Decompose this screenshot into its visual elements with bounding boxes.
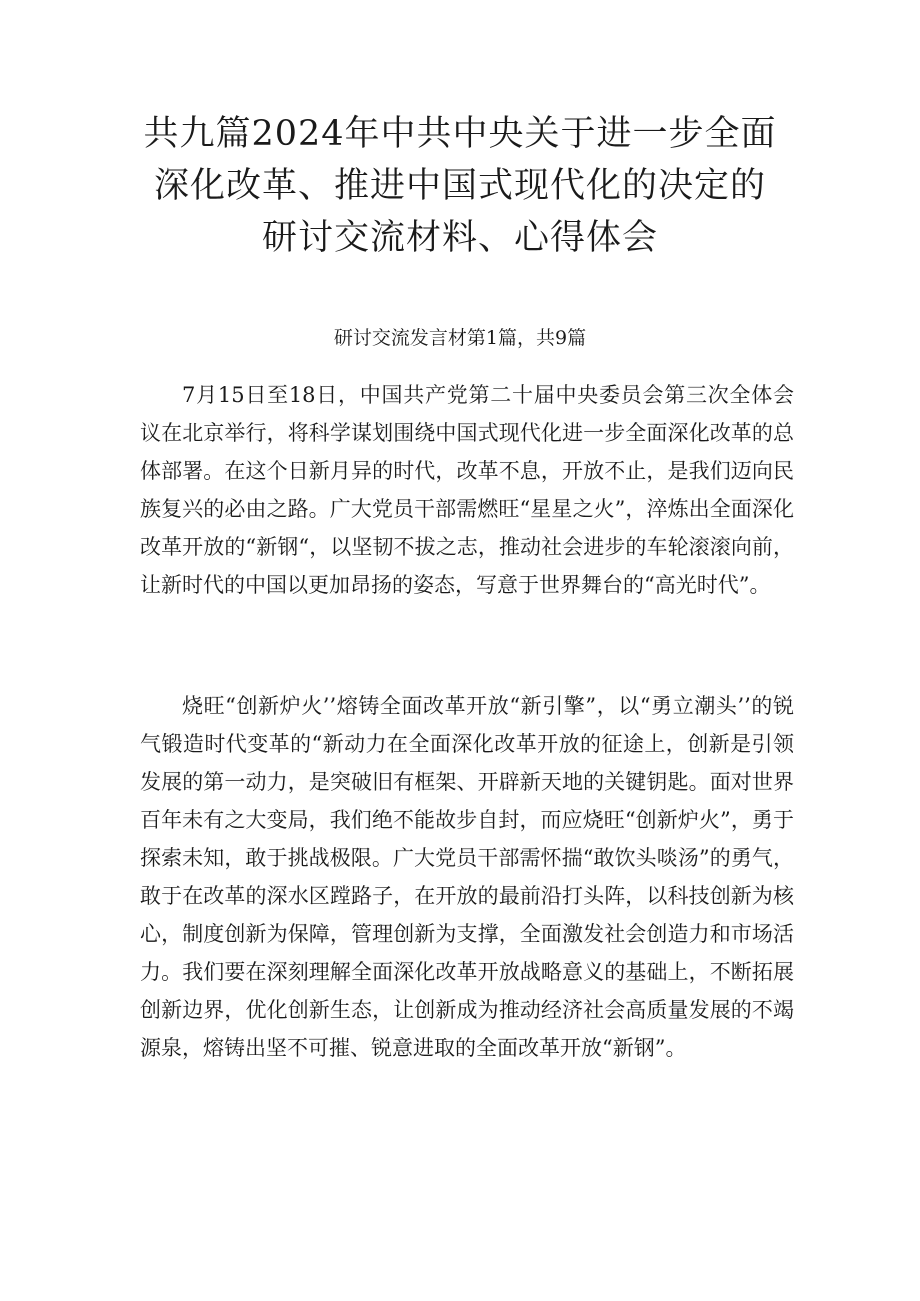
document-title: 共九篇2024年中共中央关于进一步全面深化改革、推进中国式现代化的决定的研讨交流材料、心得体会 — [143, 114, 777, 258]
body-paragraph: 烧旺“创新炉火’’熔铸全面改革开放“新引擎”，以“勇立潮头’’的锐气锻造时代变革的“新动力在全面深化改革开放的征途上，创新是引领发展的第一动力，是突破旧有框架、开辟新天地的关键钥匙。面对世界百年未有之大变局，我们绝不能故步自封，而应烧旺“创新炉火”，勇于探索未知，敢于挑战极限。广大党员干部需怀揣“敢饮头啖汤”的勇气，敢于在改革的深水区蹚路子，在开放的最前沿打头阵，以科技创新为核心，制度创新为保障，管理创新为支撑，全面激发社会创造力和市场活力。我们要在深刻理解全面深化改革开放战略意义的基础上，不断拓展创新边界，优化创新生态，让创新成为推动经济社会高质量发展的不竭源泉，熔铸出坚不可摧、锐意进取的全面改革开放“新钢”。 — [140, 694, 794, 1060]
body-paragraph: 7月15日至18日，中国共产党第二十届中央委员会第三次全体会议在北京举行，将科学谋划围绕中国式现代化进一步全面深化改革的总体部署。在这个日新月异的时代，改革不息，开放不止，是我们迈向民族复兴的必由之路。广大党员干部需燃旺“星星之火”，淬炼出全面深化改革开放的“新钢“，以坚韧不拔之志，推动社会进步的车轮滚滚向前，让新时代的中国以更加昂扬的姿态，写意于世界舞台的“高光时代”。 — [140, 383, 794, 597]
document-subtitle: 研讨交流发言材第1篇，共9篇 — [333, 327, 587, 349]
